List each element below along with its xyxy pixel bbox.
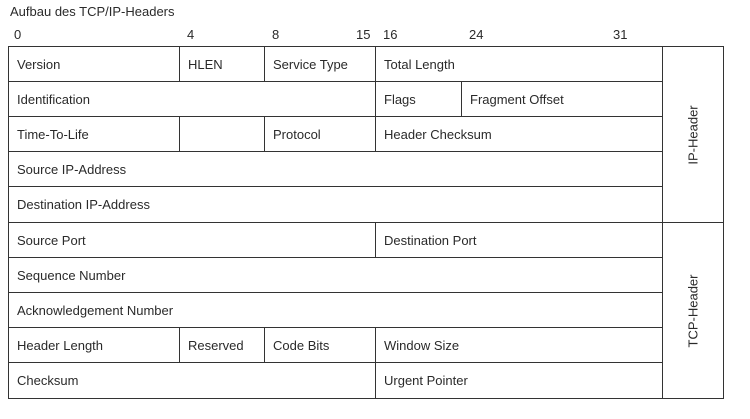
field-urgent-pointer: Urgent Pointer: [375, 362, 663, 399]
ip-header-label: IP-Header: [685, 104, 701, 165]
ip-header-group: [662, 46, 724, 223]
field-reserved: Reserved: [179, 327, 265, 363]
field-identification: Identification: [8, 81, 376, 117]
field-version: Version: [8, 46, 180, 82]
field-header-checksum: Header Checksum: [375, 116, 663, 152]
header-diagram: [9, 47, 725, 400]
field-source-ip: Source IP-Address: [8, 151, 663, 187]
field-service-type: Service Type: [264, 46, 376, 82]
bit-label-24: 24: [469, 27, 484, 42]
field-header-length: Header Length: [8, 327, 180, 363]
field-flags: Flags: [375, 81, 462, 117]
field-acknowledgement-number: Acknowledgement Number: [8, 292, 663, 328]
field-window-size: Window Size: [375, 327, 663, 363]
field-checksum: Checksum: [8, 362, 376, 399]
field-total-length: Total Length: [375, 46, 663, 82]
tcp-header-group: [662, 222, 724, 399]
diagram-title: Aufbau des TCP/IP-Headers: [10, 4, 175, 19]
bit-label-8: 8: [272, 27, 280, 42]
field-sequence-number: Sequence Number: [8, 257, 663, 293]
bit-label-0: 0: [14, 27, 22, 42]
field-fragment-offset: Fragment Offset: [461, 81, 663, 117]
field-destination-port: Destination Port: [375, 222, 663, 258]
field-time-to-life: Time-To-Life: [8, 116, 180, 152]
tcp-header-label: TCP-Header: [685, 274, 701, 347]
field-hlen: HLEN: [179, 46, 265, 82]
field-ttl-blank: [179, 116, 265, 152]
field-source-port: Source Port: [8, 222, 376, 258]
bit-label-4: 4: [187, 27, 195, 42]
field-protocol: Protocol: [264, 116, 376, 152]
bit-label-16: 16: [383, 27, 398, 42]
field-code-bits: Code Bits: [264, 327, 376, 363]
bit-label-31: 31: [613, 27, 628, 42]
field-destination-ip: Destination IP-Address: [8, 186, 663, 223]
bit-label-15: 15: [356, 27, 371, 42]
